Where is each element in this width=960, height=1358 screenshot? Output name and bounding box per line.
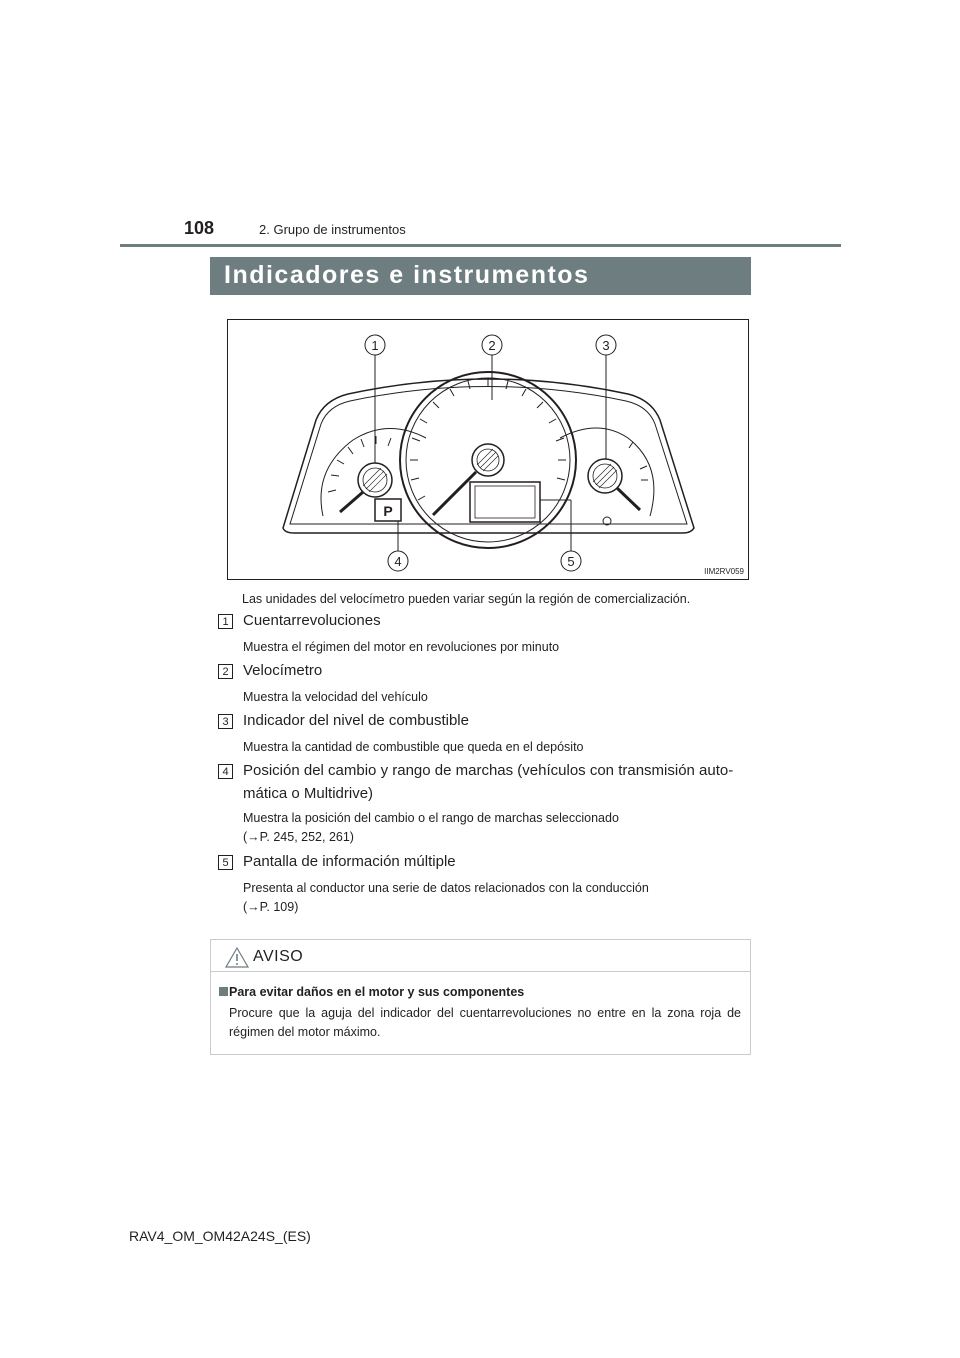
item-number-4: 4 <box>218 764 233 779</box>
section-banner <box>210 257 751 295</box>
item-desc-5-line2: (→P. 109) <box>243 900 299 914</box>
item-number-3: 3 <box>218 714 233 729</box>
item-desc-3: Muestra la cantidad de combustible que queda en el depósito <box>243 740 584 754</box>
warning-divider <box>211 971 750 972</box>
item-title-4-line2: mática o Multidrive) <box>243 785 374 802</box>
section-title: Indicadores e instrumentos <box>224 261 590 289</box>
warning-text: Procure que la aguja del indicador del cuentarrevoluciones no entre en la zona roja de régimen del motor máximo. <box>229 1006 741 1039</box>
warning-bullet-icon <box>217 986 229 998</box>
item-desc-4-line2: (→P. 245, 252, 261) <box>243 830 354 844</box>
chapter-title: 2. Grupo de instrumentos <box>259 222 406 237</box>
item-desc-1: Muestra el régimen del motor en revoluciones por minuto <box>243 640 560 654</box>
item-title-3: Indicador del nivel de combustible <box>243 712 469 729</box>
warning-subtitle: Para evitar daños en el motor y sus componentes <box>229 985 525 999</box>
instrument-cluster-figure <box>227 319 749 580</box>
warning-label: AVISO <box>253 948 304 965</box>
warning-triangle-icon <box>225 947 249 968</box>
callout-4: 4 <box>394 554 402 569</box>
item-desc-2: Muestra la velocidad del vehículo <box>243 690 428 704</box>
item-number-2: 2 <box>218 664 233 679</box>
item-number-1: 1 <box>218 614 233 629</box>
item-title-4-line1: Posición del cambio y rango de marchas (vehículos con transmisión auto- <box>243 762 734 779</box>
item-desc-5-line1: Presenta al conductor una serie de datos relacionados con la conducción <box>243 881 649 895</box>
shift-indicator-letter: P <box>383 503 393 519</box>
callout-5: 5 <box>567 554 575 569</box>
warning-box <box>210 939 751 1055</box>
header-divider <box>120 244 841 247</box>
document-code: RAV4_OM_OM42A24S_(ES) <box>129 1228 311 1244</box>
item-number-5: 5 <box>218 855 233 870</box>
instrument-cluster-illustration <box>228 320 750 581</box>
figure-note: Las unidades del velocímetro pueden variar según la región de comercialización. <box>242 592 691 606</box>
page-number: 108 <box>184 218 215 238</box>
item-title-2: Velocímetro <box>243 662 323 679</box>
item-desc-4-line1: Muestra la posición del cambio o el rango de marchas seleccionado <box>243 811 619 825</box>
item-title-1: Cuentarrevoluciones <box>243 612 381 629</box>
figure-code: IIM2RV059 <box>704 567 744 576</box>
callout-1: 1 <box>371 338 379 353</box>
callout-3: 3 <box>602 338 610 353</box>
callout-2: 2 <box>488 338 496 353</box>
item-title-5: Pantalla de información múltiple <box>243 853 456 870</box>
